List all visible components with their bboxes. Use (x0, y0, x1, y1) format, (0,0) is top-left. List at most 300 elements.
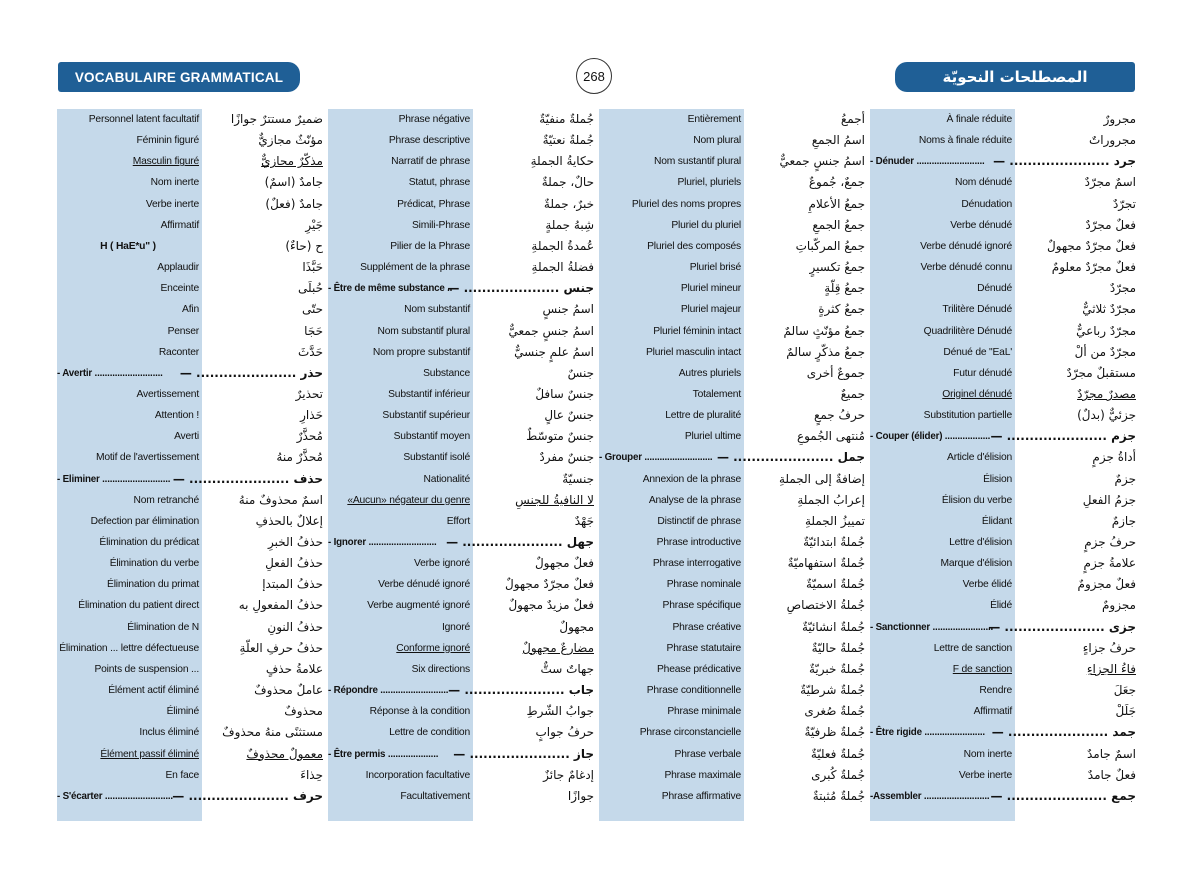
french-term: Substantif supérieur (382, 410, 470, 422)
glossary-entry (870, 130, 1136, 151)
glossary-entry (57, 511, 323, 532)
arabic-term: جامدٌ (اسمٌ) (264, 175, 323, 190)
arabic-term: جوازًا (567, 788, 594, 803)
french-term: Nom propre substantif (372, 346, 470, 358)
glossary-entry (328, 765, 594, 786)
french-term: Nom dénudé (955, 177, 1012, 189)
glossary-entry (328, 447, 594, 468)
arabic-term: حَذارِ (300, 408, 323, 423)
glossary-entry (328, 151, 594, 172)
glossary-entry (870, 215, 1136, 236)
glossary-entry (599, 342, 865, 363)
arabic-term: فضلةُ الجملةِ (531, 260, 594, 275)
arabic-term: مصدرٌ مجرّدٌ (1077, 386, 1136, 401)
arabic-term: جهل ...................... — (446, 535, 594, 549)
arabic-term: مجرّدٌ رباعيٌّ (1076, 323, 1136, 338)
french-term: Marque d'élision (940, 558, 1012, 570)
french-term: Enceinte (160, 283, 199, 295)
glossary-entry (599, 511, 865, 532)
french-term: Substantif isolé (403, 452, 470, 464)
glossary-entry (57, 426, 323, 447)
french-term: Originel dénudé (942, 388, 1012, 400)
french-term: Rendre (979, 685, 1012, 697)
french-term: Verbe ignoré (414, 558, 470, 570)
arabic-term: حرفُ جزاءٍ (1082, 640, 1136, 655)
french-term: Noms à finale réduite (918, 135, 1012, 147)
glossary-entry (328, 278, 594, 299)
arabic-term: جَهْدٌ (574, 513, 594, 528)
arabic-term: جُملةٌ ظرفيّةٌ (804, 725, 865, 740)
glossary-entry (57, 405, 323, 426)
french-term: «Aucun» négateur du genre (347, 494, 470, 506)
arabic-term: جُملةٌ نعتيّةٌ (542, 133, 594, 148)
french-term: Affirmatif (973, 706, 1012, 718)
glossary-entry (57, 257, 323, 278)
french-term: Phrase verbale (674, 748, 741, 760)
arabic-term: جمعُ كثرةٍ (818, 302, 865, 317)
glossary-entry (870, 426, 1136, 447)
arabic-term: اسمُ جنسٍ جمعيٌّ (508, 323, 594, 338)
french-term: Raconter (158, 346, 199, 358)
french-term: Verbe dénudé ignoré (920, 240, 1012, 252)
french-term: Quadrilitère Dénudé (923, 325, 1012, 337)
glossary-entry (599, 765, 865, 786)
french-term: Dénudation (961, 198, 1012, 210)
french-term: Affirmatif (160, 219, 199, 231)
arabic-term: حذفُ الفعلِ (265, 556, 323, 571)
arabic-term: جمد ...................... — (991, 725, 1136, 740)
french-term: Penser (167, 325, 199, 337)
arabic-term: حِذاءَ (300, 767, 323, 782)
french-term: Nom substantif (404, 304, 470, 316)
arabic-term: جزى ...................... — (988, 619, 1136, 634)
glossary-entry (870, 384, 1136, 405)
arabic-term: مذكّرٌ مجازيٌّ (261, 154, 323, 169)
french-term: Lettre de condition (389, 727, 470, 739)
french-term: Afin (182, 304, 199, 316)
glossary-entry (328, 405, 594, 426)
arabic-term: جَيْرِ (305, 217, 323, 232)
arabic-term: حذفُ حرفِ العلّةِ (239, 640, 323, 655)
glossary-entry (599, 151, 865, 172)
glossary-entry (870, 257, 1136, 278)
arabic-term: اسمُ علمٍ جنسيٌّ (514, 344, 594, 359)
glossary-entry (57, 786, 323, 807)
french-term: Totalement (692, 388, 741, 400)
glossary-entry (599, 321, 865, 342)
french-term: - Avertir ........................... (57, 367, 163, 379)
glossary-column-3 (599, 109, 865, 821)
arabic-term: شِبهُ جملةٍ (545, 217, 594, 232)
arabic-term: أداةُ جزمٍ (1092, 450, 1136, 465)
french-term: Phease prédicative (657, 663, 741, 675)
arabic-term: جُملةٌ كُبرى (811, 767, 865, 782)
french-term: Substantif inférieur (388, 388, 470, 400)
glossary-entry (328, 299, 594, 320)
glossary-entry (328, 511, 594, 532)
french-term: Élément passif éliminé (100, 748, 199, 760)
arabic-term: جمعُ قِلّةٍ (824, 281, 865, 296)
french-term: Pluriel masculin intact (646, 346, 741, 358)
arabic-term: فعلٌ مجرّدٌ (1085, 217, 1136, 232)
glossary-entry (870, 109, 1136, 130)
french-term: Élimination du prédicat (99, 537, 199, 548)
glossary-entry (328, 109, 594, 130)
arabic-term: جمع ...................... — (990, 788, 1136, 803)
glossary-entry (57, 680, 323, 701)
french-term: Élision (983, 473, 1012, 485)
glossary-entry (870, 722, 1136, 743)
glossary-entry (328, 744, 594, 765)
french-term: Simili-Phrase (411, 219, 470, 231)
arabic-term: جمعُ مؤنّثٍ سالمٌ (783, 323, 865, 338)
arabic-term: جمعُ المركّباتِ (795, 238, 865, 253)
glossary-entry (57, 194, 323, 215)
glossary-entry (599, 574, 865, 595)
french-term: Phrase spécifique (662, 600, 741, 612)
french-term: Élidé (990, 600, 1012, 612)
glossary-entry (599, 194, 865, 215)
arabic-term: جامدٌ (فعلٌ) (265, 196, 323, 211)
glossary-entry (328, 130, 594, 151)
french-term: Phrase minimale (667, 706, 741, 718)
arabic-term: جُملةٌ استفهاميّةٌ (787, 556, 865, 571)
arabic-term: جهاتٌ ستٌّ (540, 661, 594, 676)
arabic-term: حَدَّثَ (297, 344, 323, 359)
french-term: À finale réduite (946, 114, 1012, 125)
glossary-entry (328, 215, 594, 236)
french-term: Verbe dénudé connu (920, 262, 1012, 274)
glossary-entry (599, 744, 865, 765)
arabic-term: حذفُ الخبرِ (268, 535, 323, 549)
glossary-entry (599, 638, 865, 659)
arabic-term: حالٌ، جملةٌ (541, 175, 594, 190)
glossary-entry (599, 109, 865, 130)
french-term: - Sanctionner ........................ (870, 621, 994, 633)
arabic-term: جنسٌ سافلٌ (535, 386, 594, 401)
glossary-entry (870, 511, 1136, 532)
glossary-entry (599, 172, 865, 193)
glossary-entry (870, 469, 1136, 490)
glossary-entry (57, 617, 323, 638)
arabic-term: جاب ...................... — (448, 683, 594, 698)
french-term: Entièrement (687, 114, 741, 125)
arabic-term: حتّى (301, 302, 323, 317)
arabic-term: تحذيرٌ (295, 386, 323, 401)
arabic-term: جازمٌ (1111, 513, 1136, 528)
arabic-term: مجهولٌ (559, 619, 594, 634)
arabic-term: لا النافيةُ للجنسِ (515, 492, 594, 507)
glossary-entry (328, 680, 594, 701)
glossary-entry (599, 532, 865, 553)
glossary-entry (57, 363, 323, 384)
arabic-term: حذفُ المبتدإ (262, 577, 323, 592)
glossary-entry (328, 701, 594, 722)
french-term: Defection par élimination (90, 515, 199, 527)
arabic-term: جنسٌ متوسّطٌ (526, 429, 594, 444)
arabic-term: جُملةٌ فعليّةٌ (810, 746, 865, 761)
french-term: Phrase négative (398, 114, 470, 125)
french-term: Verbe élidé (962, 579, 1012, 591)
glossary-entry (870, 151, 1136, 172)
french-term: Autres pluriels (678, 367, 741, 379)
arabic-term: جُملةٌ حاليّةٌ (811, 640, 865, 655)
glossary-entry (870, 659, 1136, 680)
french-term: Article d'élision (947, 452, 1012, 464)
arabic-term: إضافةٌ إلى الجملةِ (778, 471, 865, 486)
glossary-entry (870, 617, 1136, 638)
glossary-entry (328, 659, 594, 680)
french-term: Personnel latent facultatif (88, 114, 199, 125)
french-term: Motif de l'avertissement (95, 452, 199, 464)
header-title-french: VOCABULAIRE GRAMMATICAL (58, 62, 300, 92)
arabic-term: مؤنّثٌ مجازيٌّ (258, 133, 323, 148)
french-term: - Ignorer ........................... (328, 537, 437, 548)
arabic-term: حذر ...................... — (179, 365, 323, 380)
glossary-entry (870, 574, 1136, 595)
glossary-entry (57, 701, 323, 722)
french-term: Phrase nominale (666, 579, 741, 591)
french-term: Nom plural (693, 135, 741, 147)
french-term: Verbe inerte (145, 198, 199, 210)
arabic-term: جُملةٌ انشائيّةٌ (801, 619, 865, 634)
french-term: Annexion de la phrase (642, 473, 741, 485)
french-term: Dénudé (977, 283, 1012, 295)
arabic-term: جعَلَ (1113, 683, 1136, 698)
french-term: F de sanction (952, 663, 1012, 675)
french-term: Facultativement (400, 790, 470, 802)
glossary-entry (328, 426, 594, 447)
glossary-entry (328, 469, 594, 490)
french-term: Nom inerte (150, 177, 199, 189)
glossary-entry (599, 299, 865, 320)
arabic-term: علامةُ حذفٍ (265, 661, 323, 676)
glossary-entry (57, 490, 323, 511)
glossary-entry (57, 172, 323, 193)
glossary-entry (57, 278, 323, 299)
french-term: Phrase créative (672, 621, 741, 633)
arabic-term: مجرّدٌ (1109, 281, 1136, 296)
glossary-column-2 (328, 109, 594, 821)
french-term: - Dénuder ........................... (870, 156, 985, 168)
french-term: - Répondre ........................... (328, 685, 449, 697)
glossary-entry (328, 172, 594, 193)
arabic-term: جزمٌ (1114, 471, 1136, 486)
french-term: Pluriel du pluriel (671, 219, 741, 231)
french-term: Pluriel majeur (680, 304, 741, 316)
glossary-entry (57, 469, 323, 490)
arabic-term: خبرٌ، جملةٌ (543, 196, 594, 211)
glossary-entry (57, 151, 323, 172)
french-term: Substance (423, 367, 470, 379)
french-term: Lettre de pluralité (665, 410, 741, 422)
arabic-term: مستثنًى منهُ محذوفٌ (222, 725, 323, 740)
french-term: Phrase circonstancielle (639, 727, 741, 739)
glossary-entry (599, 257, 865, 278)
french-term: Élimination de N (127, 621, 199, 633)
arabic-term: اسمُ جنسٍ (542, 302, 594, 317)
arabic-term: مجرورٌ (1103, 112, 1136, 126)
glossary-entry (328, 321, 594, 342)
french-term: Distinctif de phrase (657, 515, 741, 527)
french-term: - Être permis .................... (328, 748, 439, 760)
french-term: Pilier de la Phrase (390, 240, 470, 252)
arabic-term: جوابُ الشّرطِ (526, 704, 594, 719)
glossary-entry (328, 638, 594, 659)
glossary-entry (599, 553, 865, 574)
glossary-entry (57, 130, 323, 151)
arabic-term: تجرّدٌ (1112, 196, 1136, 211)
glossary-entry (328, 384, 594, 405)
french-term: Nationalité (423, 473, 470, 485)
glossary-entry (870, 447, 1136, 468)
glossary-entry (57, 236, 323, 257)
french-term: Verbe inerte (958, 769, 1012, 781)
french-term: Phrase descriptive (388, 135, 470, 147)
arabic-term: جميعٌ (840, 386, 865, 401)
french-term: Pluriel mineur (680, 283, 741, 295)
glossary-entry (57, 574, 323, 595)
french-term: Verbe augmenté ignoré (367, 600, 470, 612)
glossary-entry (57, 532, 323, 553)
arabic-term: تمييزُ الجملةِ (804, 513, 865, 528)
glossary-entry (328, 574, 594, 595)
arabic-term: مُنتهى الجُموعِ (796, 429, 865, 444)
glossary-entry (57, 384, 323, 405)
glossary-entry (870, 553, 1136, 574)
french-term: Supplément de la phrase (360, 262, 470, 274)
french-term: Futur dénudé (953, 367, 1012, 379)
french-term: Lettre d'élision (949, 537, 1012, 548)
french-term: - Grouper ........................... (599, 452, 713, 464)
glossary-entry (599, 405, 865, 426)
arabic-term: اسمٌ محذوفٌ منهُ (238, 492, 323, 507)
french-term: Six directions (411, 663, 470, 675)
arabic-term: حرف ...................... — (172, 788, 323, 803)
arabic-term: معمولٌ محذوفٌ (246, 746, 323, 761)
french-term: Points de suspension ... (94, 663, 199, 675)
glossary-entry (870, 299, 1136, 320)
arabic-term: جُملةٌ مُثبتةٌ (812, 788, 865, 803)
arabic-term: حرفُ جزمٍ (1084, 535, 1136, 549)
arabic-term: ح (حاءٌ) (285, 238, 323, 253)
arabic-term: جنسٌ (567, 365, 594, 380)
glossary-entry (57, 447, 323, 468)
french-term: Féminin figuré (136, 135, 199, 147)
glossary-entry (599, 236, 865, 257)
arabic-term: مجروراتٌ (1088, 133, 1136, 148)
glossary-entry (870, 786, 1136, 807)
french-term: Avertissement (136, 388, 199, 400)
arabic-term: جمعُ مذكّرٍ سالمٌ (786, 344, 865, 359)
glossary-entry (328, 595, 594, 616)
glossary-entry (599, 469, 865, 490)
french-term: Conforme ignoré (396, 642, 470, 654)
glossary-entry (870, 321, 1136, 342)
glossary-entry (870, 638, 1136, 659)
glossary-entry (870, 236, 1136, 257)
glossary-entry (57, 109, 323, 130)
arabic-term: ضميرٌ مستترٌ جوازًا (230, 112, 323, 126)
french-term: Effort (446, 515, 470, 527)
glossary-entry (599, 680, 865, 701)
glossary-entry (599, 278, 865, 299)
french-term: Élidant (981, 515, 1012, 527)
arabic-term: جمعُ الأعلامِ (808, 196, 865, 211)
arabic-term: حرفُ جمعٍ (813, 408, 865, 423)
french-term: Statut, phrase (408, 177, 470, 189)
arabic-term: جمعُ الجمعِ (812, 217, 865, 232)
french-term: En face (165, 769, 199, 781)
french-term: Nom substantif plural (377, 325, 470, 337)
glossary-entry (870, 278, 1136, 299)
french-term: Phrase statutaire (666, 642, 741, 654)
glossary-entry (870, 595, 1136, 616)
glossary-entry (599, 426, 865, 447)
french-term: Phrase affirmative (661, 790, 741, 802)
french-term: Nom retranché (133, 494, 199, 506)
french-term: Narratif de phrase (391, 156, 470, 168)
arabic-term: جُملةٌ اسميّةٌ (806, 577, 865, 592)
glossary-entry (328, 722, 594, 743)
glossary-column-4 (870, 109, 1136, 821)
french-term: Inclus éliminé (139, 727, 199, 739)
arabic-term: حرفُ جوابٍ (535, 725, 594, 740)
glossary-entry (870, 490, 1136, 511)
french-term: Analyse de la phrase (648, 494, 741, 506)
arabic-term: علامةُ جزمٍ (1083, 556, 1136, 571)
arabic-term: جُملةٌ صُغرى (804, 704, 865, 719)
arabic-term: أجمعُ (840, 112, 865, 126)
arabic-term: جمل ...................... — (716, 450, 865, 465)
french-term: Élimination du primat (107, 579, 199, 591)
glossary-entry (328, 617, 594, 638)
glossary-entry (328, 257, 594, 278)
arabic-term: إعرابُ الجملةِ (797, 492, 865, 507)
french-term: Applaudir (157, 262, 199, 274)
arabic-term: فعلٌ مزيدٌ مجهولٌ (508, 598, 594, 613)
french-term: Phrase maximale (664, 769, 741, 781)
french-term: Pluriel des noms propres (631, 198, 741, 210)
french-term: Phrase introductive (656, 537, 741, 548)
arabic-term: جموعٌ أخرى (806, 365, 865, 380)
french-term: Attention ! (154, 410, 199, 422)
arabic-term: فعلٌ مجرّدٌ معلومٌ (1051, 260, 1136, 275)
glossary-entry (599, 490, 865, 511)
french-term: Élimination ... lettre défectueuse (59, 642, 199, 654)
french-term: -Assembler .......................... (870, 790, 990, 802)
french-term: Élimination du verbe (109, 558, 199, 570)
arabic-term: جمعٌ، جُموعٌ (808, 175, 865, 190)
arabic-term: جُملةٌ شرطيّةٌ (800, 683, 865, 698)
arabic-term: حذف ...................... — (172, 471, 323, 486)
glossary-entry (328, 553, 594, 574)
glossary-entry (599, 722, 865, 743)
french-term: Pluriel féminin intact (653, 325, 741, 337)
glossary-entry (870, 680, 1136, 701)
arabic-term: جاز ...................... — (453, 746, 594, 761)
glossary-entry (57, 744, 323, 765)
french-term: Masculin figuré (132, 156, 199, 168)
glossary-entry (57, 299, 323, 320)
french-term: Réponse à la condition (369, 706, 470, 718)
french-term: Verbe dénudé ignoré (378, 579, 470, 591)
arabic-term: فعلٌ مجرّدٌ مجهولٌ (504, 577, 594, 592)
french-term: Incorporation facultative (365, 769, 470, 781)
arabic-term: جَلَلْ (1115, 704, 1136, 719)
arabic-term: عُمدةُ الجملةِ (531, 238, 594, 253)
french-term: Trilitère Dénudé (942, 304, 1012, 316)
